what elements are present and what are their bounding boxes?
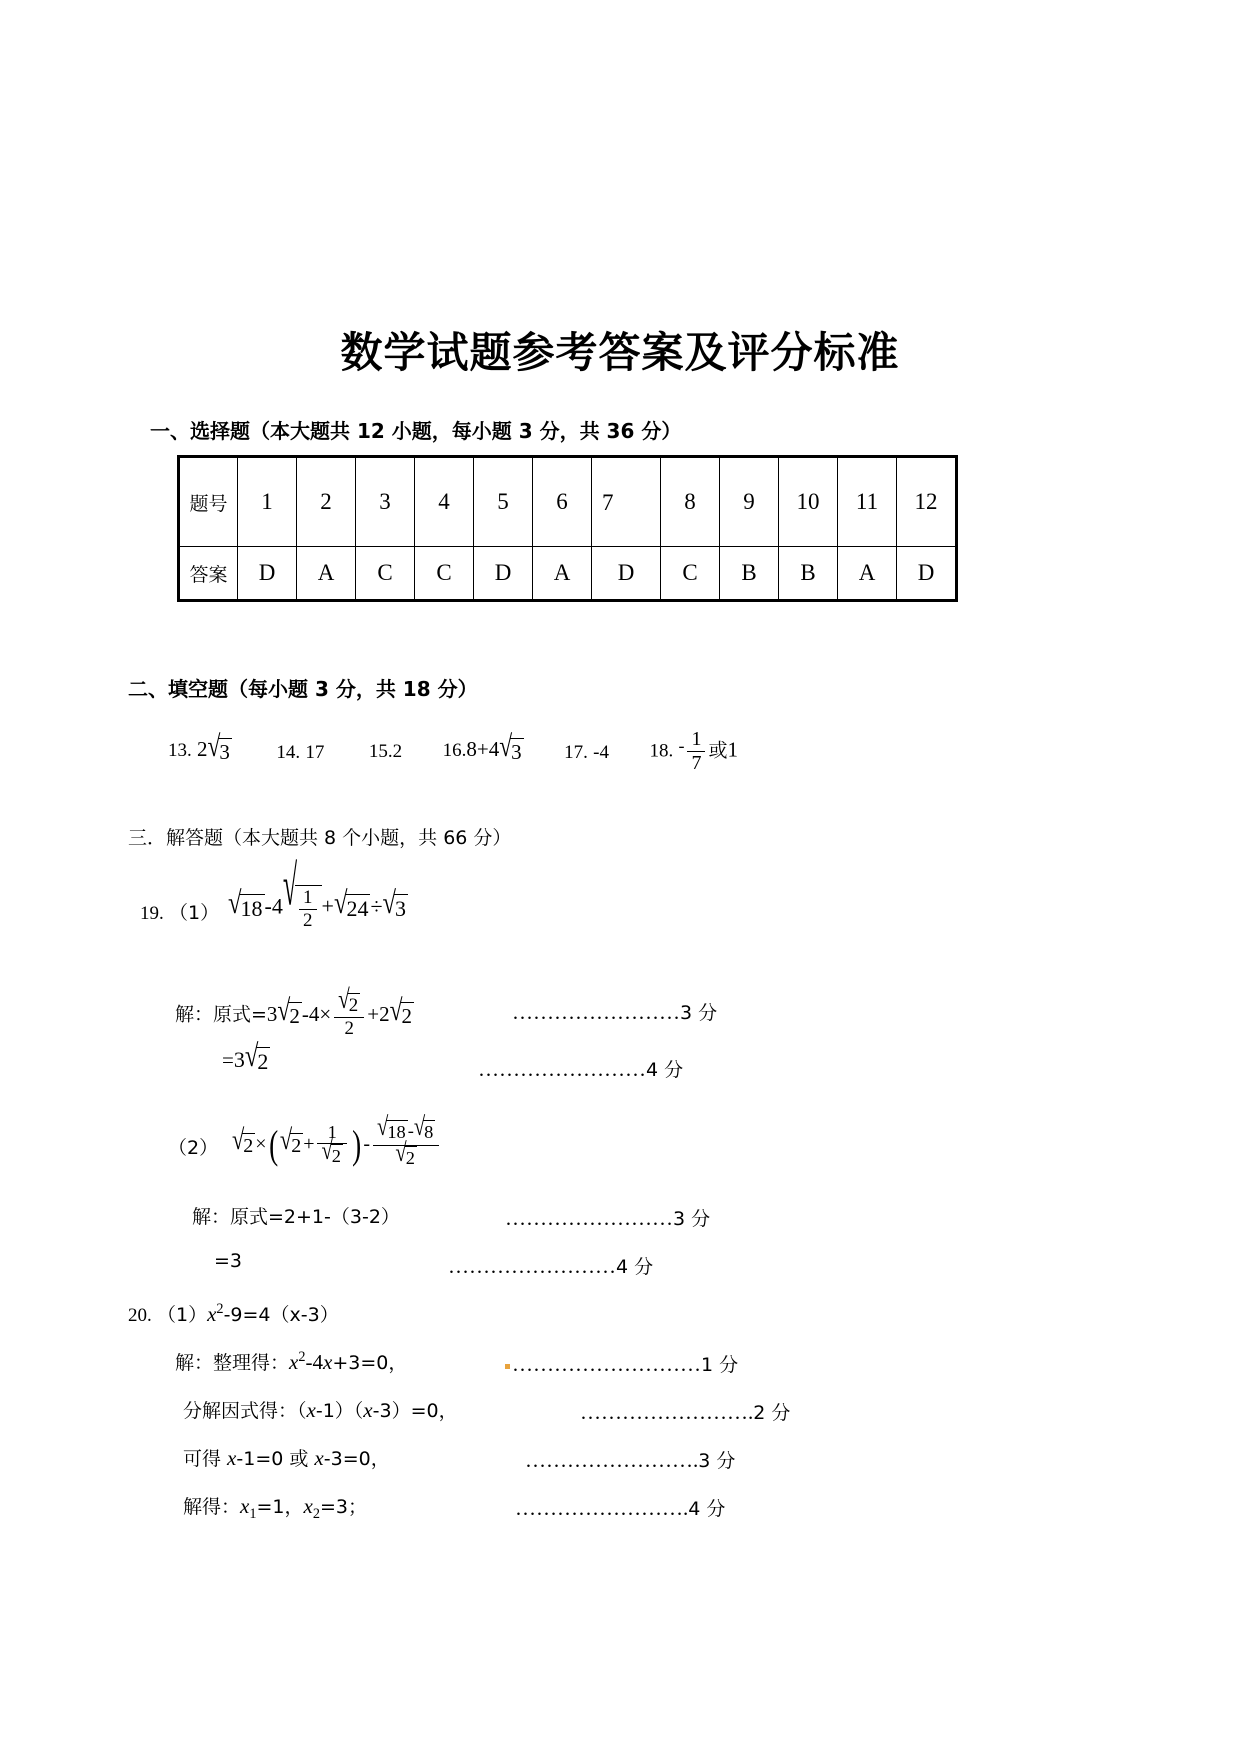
q19-p1-s1-score: 3 分 bbox=[680, 1002, 718, 1024]
q19-p1-s2-score-line bbox=[478, 1055, 683, 1082]
q19-p2-s2-score: 4 分 bbox=[616, 1256, 654, 1278]
annotation-marker-icon bbox=[505, 1364, 510, 1369]
multiple-choice-answer-table bbox=[177, 455, 958, 602]
table-cell-ans-6: A bbox=[533, 547, 592, 601]
blank-16-term1: 8 bbox=[466, 737, 477, 762]
q20-s3-var1: x bbox=[227, 1446, 237, 1470]
table-cell-ans-3: C bbox=[356, 547, 415, 601]
q20-s2-post: -3）=0， bbox=[372, 1400, 458, 1422]
q19-p2-paren-close: ) bbox=[352, 1122, 362, 1168]
q20-s4-sub1: 1 bbox=[249, 1506, 257, 1523]
blank-13 bbox=[168, 729, 232, 765]
page-title: 数学试题参考答案及评分标准 bbox=[340, 328, 900, 377]
table-cell-num-8: 8 bbox=[661, 457, 720, 547]
q19-p1-s1-times: × bbox=[319, 1001, 332, 1026]
table-cell-ans-12: D bbox=[897, 547, 957, 601]
q19-p2-big-frac-den: √2 bbox=[395, 1138, 415, 1168]
q19-p1-s1-c2: 2 bbox=[379, 1001, 390, 1026]
q19-part2-expression: √2 ×(√2 + $\frac{1}{√2}$ ) - $\frac{√18 -√8}{√2}$ bbox=[232, 1120, 442, 1170]
blank-18 bbox=[649, 728, 738, 775]
section-two-heading: 二、填空题（每小题 3 分，共 18 分） bbox=[128, 677, 478, 701]
q20-s1-prefix: 解：整理得： bbox=[175, 1352, 290, 1374]
blank-18-second-value: 1 bbox=[727, 737, 738, 762]
q20-part1-label: （1） bbox=[157, 1304, 208, 1326]
q20-s1-var1: x bbox=[289, 1350, 299, 1374]
q20-s1-score: 1 分 bbox=[701, 1354, 739, 1376]
q19-part2-step1: 解：原式=2+1-（3-2） bbox=[192, 1206, 400, 1228]
q19-part2-step2: =3 bbox=[214, 1250, 243, 1272]
q19-p1-s1-score-line bbox=[512, 998, 717, 1025]
table-cell-num-10: 10 bbox=[779, 457, 838, 547]
row-label-number: 题号 bbox=[179, 457, 238, 547]
q19-label-line bbox=[140, 898, 219, 925]
table-cell-num-3: 3 bbox=[356, 457, 415, 547]
q20-s2-score: 2 分 bbox=[753, 1402, 791, 1424]
q20-p1-var: x bbox=[207, 1302, 217, 1326]
q20-s3-score: 3 分 bbox=[698, 1450, 736, 1472]
q20-s2-score-line bbox=[580, 1398, 790, 1425]
table-row-answers bbox=[179, 547, 957, 601]
blank-16-operator: + bbox=[476, 737, 489, 762]
q19-p1-s1-minus: - bbox=[301, 1001, 309, 1026]
section-one-heading: 一、选择题（本大题共 12 小题，每小题 3 分，共 36 分） bbox=[150, 419, 682, 443]
table-cell-num-9: 9 bbox=[720, 457, 779, 547]
blank-16: 16.8+4√3 bbox=[442, 729, 522, 764]
q19-part1-label: （1） bbox=[169, 902, 220, 924]
q19-p2-s2-score-line bbox=[448, 1252, 653, 1279]
table-cell-ans-8: C bbox=[661, 547, 720, 601]
q19-p1-s1-frac-num: √2 bbox=[334, 992, 364, 1018]
q20-s4-var1: x bbox=[240, 1494, 250, 1518]
q19-p2-paren-open: ( bbox=[268, 1122, 278, 1168]
q20-p1-rest: -9=4（x-3） bbox=[223, 1304, 339, 1326]
q19-p1-frac-num: 1 bbox=[299, 887, 316, 910]
table-cell-num-1: 1 bbox=[238, 457, 297, 547]
q20-s1-exponent: 2 bbox=[298, 1349, 306, 1365]
table-cell-num-2: 2 bbox=[297, 457, 356, 547]
q19-p1-radicand-3: 3 bbox=[395, 895, 407, 921]
blank-17 bbox=[564, 739, 609, 764]
q20-s3-prefix: 可得 bbox=[183, 1448, 228, 1470]
fill-in-blank-answers bbox=[168, 728, 1068, 775]
q19-p1-s1-plus: + bbox=[367, 1001, 380, 1026]
q20-s3-mid: -1=0 或 bbox=[236, 1448, 315, 1470]
blank-16-coefficient: 4 bbox=[488, 737, 500, 762]
q20-step-3 bbox=[183, 1444, 390, 1471]
q19-p1-s1-prefix: 解：原式= bbox=[175, 1003, 267, 1026]
q20-s4-score-line bbox=[515, 1494, 725, 1521]
blank-15: 15.2 bbox=[368, 740, 403, 762]
table-cell-num-7: 7 bbox=[592, 457, 661, 547]
q20-s1-score-line bbox=[505, 1350, 738, 1377]
q19-p2-bigfrac-r8: 8 bbox=[424, 1122, 434, 1142]
blank-13-index: 13. bbox=[168, 740, 192, 762]
q19-p2-s1-score-line bbox=[505, 1204, 710, 1231]
blank-13-coefficient: 2 bbox=[197, 737, 208, 762]
table-cell-ans-10: B bbox=[779, 547, 838, 601]
q20-s4-score: 4 分 bbox=[688, 1498, 726, 1520]
table-cell-ans-1: D bbox=[238, 547, 297, 601]
q19-p1-s1-fnum-rad: 2 bbox=[348, 995, 359, 1016]
table-cell-num-11: 11 bbox=[838, 457, 897, 547]
q20-s1-dots: ……………………… bbox=[512, 1352, 701, 1376]
q19-p1-frac-den: 2 bbox=[303, 909, 313, 931]
q19-p2-rad-inner: 2 bbox=[291, 1135, 302, 1158]
q19-p1-s1-c4: 4 bbox=[308, 1001, 320, 1026]
blank-18-denominator: 7 bbox=[691, 752, 702, 774]
blank-16-index: 16. bbox=[442, 740, 467, 762]
row-label-answer: 答案 bbox=[179, 547, 238, 601]
blank-13-radicand: 3 bbox=[219, 739, 230, 764]
q20-s4-var2: x bbox=[303, 1494, 313, 1518]
table-cell-ans-7: D bbox=[592, 547, 661, 601]
q19-p2-frac-num: 1 bbox=[317, 1122, 347, 1144]
q19-p1-s1-c3: 3 bbox=[266, 1001, 278, 1026]
table-cell-ans-9: B bbox=[720, 547, 779, 601]
q19-p2-bigfrac-minus: - bbox=[407, 1120, 414, 1141]
table-cell-ans-11: A bbox=[838, 547, 897, 601]
blank-17-index: 17. bbox=[564, 742, 588, 763]
q20-s4-dots: ……………………. bbox=[515, 1496, 689, 1520]
q19-p2-s1-dots: …………………… bbox=[505, 1206, 673, 1230]
q19-p1-minus: - bbox=[264, 893, 272, 919]
q20-s3-score-line bbox=[525, 1446, 735, 1473]
q20-s3-post: -3=0， bbox=[323, 1448, 390, 1470]
q20-s1-mid: -4 bbox=[305, 1350, 323, 1374]
q19-p1-s2-equals: = bbox=[222, 1048, 234, 1072]
q19-p2-frac-den-rad: 2 bbox=[331, 1145, 341, 1166]
q19-p1-coef-4: 4 bbox=[271, 893, 283, 919]
q20-s4-sub2: 2 bbox=[312, 1506, 320, 1523]
blank-18-index: 18. bbox=[649, 740, 674, 762]
q20-s2-prefix: 分解因式得：（ bbox=[183, 1400, 307, 1422]
q19-part1-step1: 解：原式=3√2-4× $\frac{√2}{2}$ +2√2 bbox=[175, 983, 412, 1039]
q19-p2-s2-dots: …………………… bbox=[448, 1254, 616, 1278]
table-cell-num-5: 5 bbox=[474, 457, 533, 547]
q20-s4-post: =3； bbox=[319, 1496, 367, 1518]
blank-14 bbox=[276, 739, 324, 764]
q19-p1-radicand-24: 24 bbox=[346, 895, 369, 921]
q20-s2-mid: -1）（ bbox=[315, 1400, 364, 1422]
q19-p1-plus: + bbox=[321, 893, 334, 919]
q19-p1-s2-dots: …………………… bbox=[478, 1057, 646, 1081]
blank-16-radicand: 3 bbox=[511, 739, 522, 764]
q19-p1-s2-rad: 2 bbox=[257, 1049, 269, 1075]
blank-18-minus-sign: - bbox=[678, 735, 685, 756]
q20-step-1 bbox=[175, 1348, 407, 1375]
q19-p2-bigfrac-den-rad: 2 bbox=[405, 1147, 415, 1168]
q19-p2-big-frac-num: √18 -√8 bbox=[373, 1120, 439, 1146]
q19-p2-plus: + bbox=[303, 1132, 315, 1155]
table-cell-num-12: 12 bbox=[897, 457, 957, 547]
q20-step-2 bbox=[183, 1396, 458, 1423]
q19-part1-step2: =3√2 bbox=[222, 1039, 269, 1075]
blank-14-value: 17 bbox=[305, 742, 325, 763]
q19-p2-s1-score: 3 分 bbox=[673, 1208, 711, 1230]
q19-p1-s1-rad2b: 2 bbox=[401, 1003, 412, 1028]
table-cell-ans-4: C bbox=[415, 547, 474, 601]
q20-s4-mid: =1， bbox=[256, 1496, 304, 1518]
q20-label-line bbox=[128, 1300, 339, 1327]
q19-p2-times: × bbox=[255, 1132, 267, 1155]
q19-p1-divide: ÷ bbox=[370, 893, 383, 919]
blank-17-value: -4 bbox=[593, 742, 609, 763]
q19-p1-radicand-18: 18 bbox=[240, 895, 263, 921]
q19-p1-s2-c3: 3 bbox=[233, 1047, 245, 1072]
q19-p2-rad-lead: 2 bbox=[243, 1135, 254, 1158]
blank-14-index: 14. bbox=[276, 742, 301, 763]
blank-18-numerator: 1 bbox=[687, 728, 705, 752]
table-cell-ans-2: A bbox=[297, 547, 356, 601]
blank-18-or: 或 bbox=[708, 739, 728, 762]
table-cell-ans-5: D bbox=[474, 547, 533, 601]
q19-p2-bigfrac-r18: 18 bbox=[387, 1122, 406, 1142]
q20-s4-prefix: 解得： bbox=[183, 1496, 241, 1518]
q19-part1-expression: √18-4√ $\frac{1}{2}$ +√24÷√3 bbox=[228, 853, 407, 931]
q19-part2-label: （2） bbox=[168, 1137, 219, 1159]
q20-s3-dots: ……………………. bbox=[525, 1448, 699, 1472]
q19-p1-s1-dots: …………………… bbox=[512, 1000, 680, 1024]
q20-s2-dots: ……………………. bbox=[580, 1400, 754, 1424]
q19-p2-frac-den: √2 bbox=[321, 1137, 341, 1166]
section-three-heading: 三．解答题（本大题共 8 个小题，共 66 分） bbox=[128, 827, 512, 849]
q19-label: 19. bbox=[140, 903, 164, 924]
q20-s1-var2: x bbox=[322, 1350, 333, 1374]
q20-s2-var2: x bbox=[363, 1398, 373, 1422]
q19-p1-s2-score: 4 分 bbox=[646, 1059, 684, 1081]
q19-p1-s1-rad2a: 2 bbox=[289, 1003, 300, 1028]
table-cell-num-4: 4 bbox=[415, 457, 474, 547]
q20-s1-post: +3=0， bbox=[332, 1352, 408, 1374]
q19-p1-s1-fden: 2 bbox=[344, 1017, 354, 1039]
q20-step-4 bbox=[183, 1492, 367, 1523]
q20-s3-var2: x bbox=[314, 1446, 324, 1470]
q20-s2-var1: x bbox=[306, 1398, 316, 1422]
q19-p2-minus: - bbox=[363, 1132, 370, 1155]
blank-13-value: 2√3 bbox=[197, 729, 230, 764]
table-row-numbers bbox=[179, 457, 957, 547]
table-cell-num-6: 6 bbox=[533, 457, 592, 547]
q20-p1-exponent: 2 bbox=[216, 1301, 224, 1317]
q20-label: 20. bbox=[128, 1305, 152, 1326]
